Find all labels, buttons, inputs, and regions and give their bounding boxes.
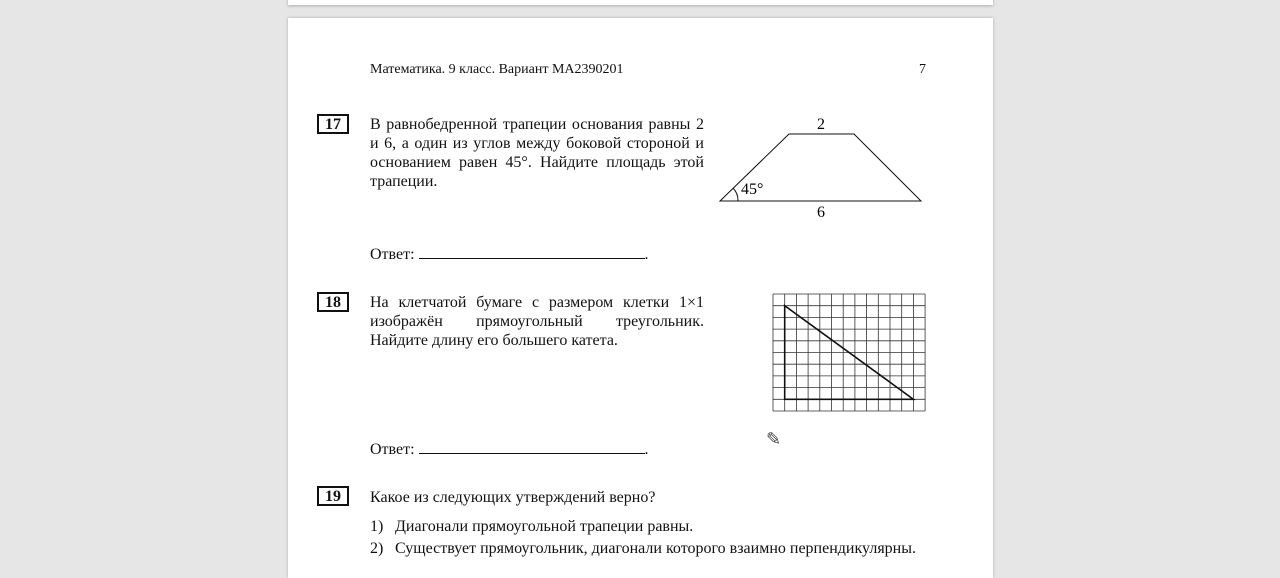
question-18-number: 18 [317, 292, 349, 312]
angle-label: 45° [741, 181, 764, 198]
pen-cursor-icon: ✎ [766, 429, 782, 449]
answer-label: Ответ: [370, 441, 415, 458]
trapezoid-figure [716, 110, 926, 222]
page-header-title: Математика. 9 класс. Вариант МА2390201 [370, 62, 624, 77]
question-19-text: Какое из следующих утверждений верно? [370, 489, 656, 506]
question-17-text: В равнобедренной трапеции основания равны 2 и 6, а один из углов между боковой стороной и основанием равен 45°. Найдите площадь этой трапеции. [370, 116, 704, 190]
question-19-option-1[interactable]: 1) Диагонали прямоугольной трапеции равны. [370, 518, 694, 535]
question-17-number: 17 [317, 114, 349, 134]
grid-figure [772, 293, 927, 417]
previous-page-edge [288, 0, 993, 5]
document-page [288, 18, 993, 578]
question-17-answer: Ответ: . [370, 246, 649, 263]
question-18-answer: Ответ: . [370, 441, 649, 458]
angle-arc [733, 188, 738, 201]
top-base-label: 2 [817, 116, 825, 133]
question-18-text: На клетчатой бумаге с размером клетки 1×1 изображён прямоугольный треугольник. Найдите длину его большего катета. [370, 294, 704, 349]
answer-line-17[interactable] [419, 244, 645, 259]
answer-line-18[interactable] [419, 439, 645, 454]
question-19-number: 19 [317, 486, 349, 506]
question-19-option-2[interactable]: 2) Существует прямоугольник, диагонали которого взаимно перпендикулярны. [370, 540, 916, 557]
page-number: 7 [919, 62, 926, 77]
bottom-base-label: 6 [817, 204, 825, 221]
answer-label: Ответ: [370, 246, 415, 263]
